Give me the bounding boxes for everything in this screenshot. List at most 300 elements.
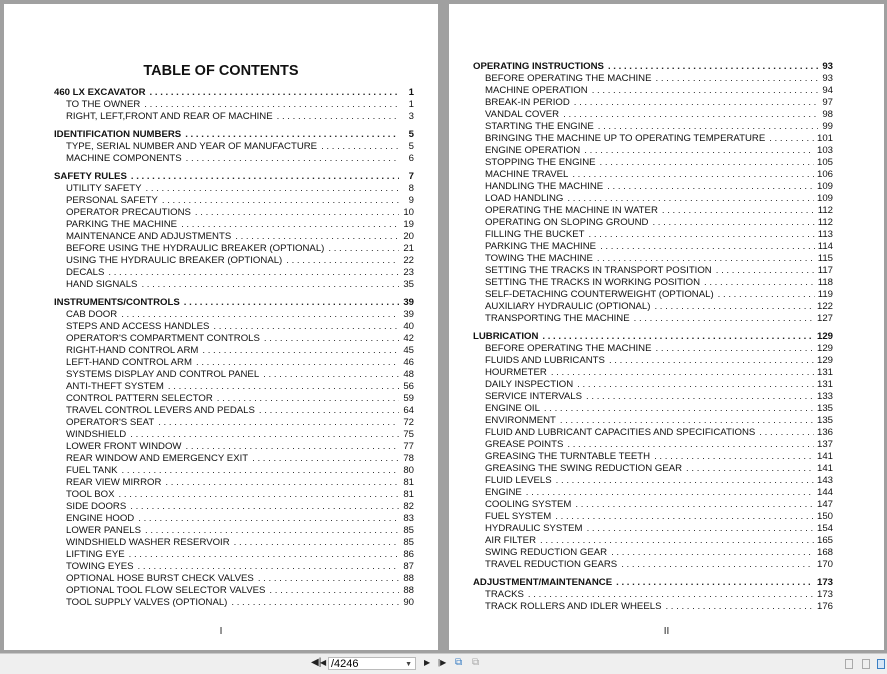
dot-leader bbox=[634, 313, 814, 325]
entry-page-number: 19 bbox=[403, 219, 414, 230]
entry-label: GREASING THE SWING REDUCTION GEAR bbox=[485, 463, 683, 474]
entry-page-number: 88 bbox=[403, 585, 414, 596]
dot-leader bbox=[563, 109, 818, 121]
toc-entry[interactable] bbox=[473, 535, 833, 547]
dot-leader bbox=[769, 133, 814, 145]
toc-entry[interactable] bbox=[473, 205, 833, 217]
dot-leader bbox=[259, 405, 399, 417]
dot-leader bbox=[526, 487, 814, 499]
entry-page-number: 131 bbox=[816, 367, 833, 378]
toc-entry[interactable] bbox=[473, 427, 833, 439]
toc-entry[interactable] bbox=[54, 141, 414, 153]
toc-section-heading[interactable] bbox=[473, 61, 833, 73]
entry-label: OPTIONAL HOSE BURST CHECK VALVES bbox=[66, 573, 254, 584]
toc-entry[interactable] bbox=[54, 393, 414, 405]
entry-label: USING THE HYDRAULIC BREAKER (OPTIONAL) bbox=[66, 255, 283, 266]
dot-leader bbox=[704, 277, 815, 289]
entry-label: TOOL SUPPLY VALVES (OPTIONAL) bbox=[66, 597, 228, 608]
entry-label: AUXILIARY HYDRAULIC (OPTIONAL) bbox=[485, 301, 651, 312]
entry-label: MACHINE COMPONENTS bbox=[66, 153, 182, 164]
toc-entry[interactable] bbox=[54, 207, 414, 219]
entry-label: FUEL TANK bbox=[66, 465, 118, 476]
first-page-icon[interactable]: ◀| bbox=[311, 657, 322, 668]
pdf-navigation-toolbar bbox=[0, 653, 887, 674]
dot-leader bbox=[654, 451, 814, 463]
entry-page-number: 35 bbox=[403, 279, 414, 290]
toc-entry[interactable] bbox=[54, 477, 414, 489]
entry-label: MAINTENANCE AND ADJUSTMENTS bbox=[66, 231, 232, 242]
toc-entry[interactable] bbox=[473, 475, 833, 487]
toc-entry[interactable] bbox=[473, 463, 833, 475]
toc-entry[interactable] bbox=[54, 537, 414, 549]
dot-leader bbox=[185, 129, 399, 141]
entry-label: SIDE DOORS bbox=[66, 501, 127, 512]
entry-page-number: 82 bbox=[403, 501, 414, 512]
toc-entry[interactable] bbox=[473, 277, 833, 289]
toc-entry[interactable] bbox=[54, 267, 414, 279]
dot-leader bbox=[540, 535, 814, 547]
toc-entry[interactable] bbox=[473, 121, 833, 133]
dot-leader bbox=[138, 513, 399, 525]
dot-leader bbox=[551, 367, 814, 379]
entry-page-number: 112 bbox=[817, 205, 833, 216]
entry-label: LUBRICATION bbox=[473, 331, 539, 342]
entry-label: OPERATOR PRECAUTIONS bbox=[66, 207, 191, 218]
toc-section bbox=[473, 61, 833, 325]
entry-label: SWING REDUCTION GEAR bbox=[485, 547, 608, 558]
entry-label: PERSONAL SAFETY bbox=[66, 195, 158, 206]
dot-leader bbox=[556, 475, 814, 487]
entry-page-number: 1 bbox=[408, 99, 414, 110]
toc-entry[interactable] bbox=[54, 489, 414, 501]
toc-entry[interactable] bbox=[473, 265, 833, 277]
toc-entry[interactable] bbox=[54, 333, 414, 345]
entry-label: ENGINE bbox=[485, 487, 522, 498]
toc-entry[interactable] bbox=[473, 145, 833, 157]
entry-page-number: 42 bbox=[403, 333, 414, 344]
dot-leader bbox=[130, 429, 399, 441]
toc-entry[interactable] bbox=[473, 73, 833, 85]
toc-entry[interactable] bbox=[473, 85, 833, 97]
dot-leader bbox=[213, 321, 399, 333]
entry-label: OPERATOR'S SEAT bbox=[66, 417, 155, 428]
dot-leader bbox=[121, 309, 399, 321]
entry-page-number: 20 bbox=[403, 231, 414, 242]
toc-entry[interactable] bbox=[54, 255, 414, 267]
entry-page-number: 90 bbox=[403, 597, 414, 608]
toc-entry[interactable] bbox=[54, 501, 414, 513]
entry-label: TRAVEL CONTROL LEVERS AND PEDALS bbox=[66, 405, 255, 416]
toc-entry[interactable] bbox=[473, 511, 833, 523]
dot-leader bbox=[608, 61, 818, 73]
continuous-view-icon[interactable] bbox=[862, 659, 870, 669]
pdf-page-right bbox=[449, 4, 884, 650]
toc-entry[interactable] bbox=[473, 313, 833, 325]
toc-entry[interactable] bbox=[473, 301, 833, 313]
entry-page-number: 129 bbox=[816, 355, 833, 366]
toc-list bbox=[473, 61, 833, 619]
dot-leader bbox=[108, 267, 399, 279]
entry-label: IDENTIFICATION NUMBERS bbox=[54, 129, 182, 140]
entry-page-number: 39 bbox=[403, 309, 414, 320]
entry-label: COOLING SYSTEM bbox=[485, 499, 572, 510]
dot-leader bbox=[586, 391, 814, 403]
dot-leader bbox=[185, 441, 399, 453]
entry-page-number: 5 bbox=[408, 141, 414, 152]
toc-entry[interactable] bbox=[473, 253, 833, 265]
toc-entry[interactable] bbox=[473, 403, 833, 415]
dot-leader bbox=[542, 331, 814, 343]
entry-label: MACHINE OPERATION bbox=[485, 85, 588, 96]
entry-page-number: 99 bbox=[822, 121, 833, 132]
entry-label: DECALS bbox=[66, 267, 105, 278]
dot-leader bbox=[186, 153, 399, 165]
entry-label: BRINGING THE MACHINE UP TO OPERATING TEMPERATURE bbox=[485, 133, 766, 144]
dot-leader bbox=[654, 301, 814, 313]
toc-entry[interactable] bbox=[54, 417, 414, 429]
toc-entry[interactable] bbox=[54, 525, 414, 537]
toc-entry[interactable] bbox=[473, 343, 833, 355]
toc-entry[interactable] bbox=[473, 487, 833, 499]
entry-page-number: 122 bbox=[816, 301, 833, 312]
toc-entry[interactable] bbox=[473, 523, 833, 535]
toc-entry[interactable] bbox=[54, 195, 414, 207]
toc-entry[interactable] bbox=[473, 355, 833, 367]
entry-label: LEFT-HAND CONTROL ARM bbox=[66, 357, 192, 368]
dot-leader bbox=[141, 279, 399, 291]
toc-entry[interactable] bbox=[473, 547, 833, 559]
dot-leader bbox=[184, 297, 399, 309]
toc-entry[interactable] bbox=[54, 357, 414, 369]
entry-label: RIGHT-HAND CONTROL ARM bbox=[66, 345, 199, 356]
dot-leader bbox=[165, 477, 399, 489]
dot-leader bbox=[181, 219, 399, 231]
entry-page-number: 22 bbox=[403, 255, 414, 266]
dot-leader bbox=[686, 463, 814, 475]
entry-label: TOWING THE MACHINE bbox=[485, 253, 593, 264]
entry-label: GREASING THE TURNTABLE TEETH bbox=[485, 451, 651, 462]
entry-label: BEFORE OPERATING THE MACHINE bbox=[485, 73, 652, 84]
toc-entry[interactable] bbox=[473, 499, 833, 511]
page-input-value: /4246 bbox=[331, 658, 359, 670]
entry-page-number: 7 bbox=[408, 171, 414, 182]
entry-label: HAND SIGNALS bbox=[66, 279, 138, 290]
entry-page-number: 6 bbox=[408, 153, 414, 164]
entry-label: TRACKS bbox=[485, 589, 524, 600]
entry-page-number: 135 bbox=[816, 403, 833, 414]
entry-label: CONTROL PATTERN SELECTOR bbox=[66, 393, 213, 404]
entry-label: OPERATING ON SLOPING GROUND bbox=[485, 217, 649, 228]
entry-page-number: 1 bbox=[408, 87, 414, 98]
entry-page-number: 118 bbox=[817, 277, 833, 288]
entry-label: 460 LX EXCAVATOR bbox=[54, 87, 146, 98]
entry-label: ENGINE OPERATION bbox=[485, 145, 581, 156]
entry-page-number: 93 bbox=[822, 73, 833, 84]
entry-page-number: 143 bbox=[816, 475, 833, 486]
entry-page-number: 98 bbox=[822, 109, 833, 120]
entry-page-number: 77 bbox=[403, 441, 414, 452]
entry-label: MACHINE TRAVEL bbox=[485, 169, 569, 180]
toc-entry[interactable] bbox=[473, 97, 833, 109]
dot-leader bbox=[567, 439, 814, 451]
toc-entry[interactable] bbox=[473, 181, 833, 193]
toc-entry[interactable] bbox=[54, 369, 414, 381]
dot-leader bbox=[662, 205, 815, 217]
dot-leader bbox=[611, 547, 814, 559]
toc-entry[interactable] bbox=[54, 231, 414, 243]
dot-leader bbox=[609, 355, 814, 367]
next-page-icon[interactable]: ▶ bbox=[424, 658, 431, 667]
entry-label: HANDLING THE MACHINE bbox=[485, 181, 604, 192]
toc-entry[interactable] bbox=[54, 153, 414, 165]
toc-entry[interactable] bbox=[54, 585, 414, 597]
entry-label: STOPPING THE ENGINE bbox=[485, 157, 596, 168]
entry-page-number: 9 bbox=[408, 195, 414, 206]
dot-leader bbox=[652, 217, 814, 229]
toc-entry[interactable] bbox=[54, 111, 414, 123]
dot-leader bbox=[131, 171, 399, 183]
toc-entry[interactable] bbox=[473, 367, 833, 379]
toc-section-heading[interactable] bbox=[54, 171, 414, 183]
toc-entry[interactable] bbox=[54, 405, 414, 417]
entry-page-number: 45 bbox=[403, 345, 414, 356]
toc-entry[interactable] bbox=[54, 99, 414, 111]
dot-leader bbox=[196, 357, 399, 369]
entry-page-number: 3 bbox=[408, 111, 414, 122]
toc-entry[interactable] bbox=[473, 391, 833, 403]
toc-entry[interactable] bbox=[473, 379, 833, 391]
page-number: II bbox=[663, 626, 670, 637]
entry-label: RIGHT, LEFT,FRONT AND REAR OF MACHINE bbox=[66, 111, 273, 122]
entry-page-number: 103 bbox=[816, 145, 833, 156]
toc-entry[interactable] bbox=[473, 439, 833, 451]
dot-leader bbox=[119, 489, 399, 501]
entry-page-number: 85 bbox=[403, 525, 414, 536]
entry-label: GREASE POINTS bbox=[485, 439, 564, 450]
prev-page-icon[interactable]: ◀ bbox=[320, 658, 327, 667]
last-page-icon[interactable]: |▶ bbox=[438, 658, 447, 667]
dot-leader bbox=[567, 193, 814, 205]
toc-list bbox=[54, 87, 414, 615]
toc-entry[interactable] bbox=[54, 441, 414, 453]
toc-section bbox=[54, 87, 414, 123]
dot-leader bbox=[130, 501, 399, 513]
entry-label: ENGINE OIL bbox=[485, 403, 540, 414]
entry-label: INSTRUMENTS/CONTROLS bbox=[54, 297, 180, 308]
dot-leader bbox=[258, 573, 399, 585]
chevron-down-icon[interactable]: ▼ bbox=[405, 661, 412, 668]
entry-label: WINDSHIELD WASHER RESERVOIR bbox=[66, 537, 230, 548]
entry-page-number: 117 bbox=[817, 265, 833, 276]
toc-entry[interactable] bbox=[54, 309, 414, 321]
dot-leader bbox=[277, 111, 399, 123]
entry-page-number: 176 bbox=[816, 601, 833, 612]
entry-label: LIFTING EYE bbox=[66, 549, 125, 560]
entry-label: BEFORE OPERATING THE MACHINE bbox=[485, 343, 652, 354]
entry-page-number: 109 bbox=[816, 181, 833, 192]
entry-label: TOOL BOX bbox=[66, 489, 115, 500]
entry-page-number: 133 bbox=[816, 391, 833, 402]
toc-entry[interactable] bbox=[473, 157, 833, 169]
entry-label: TYPE, SERIAL NUMBER AND YEAR OF MANUFACTURE bbox=[66, 141, 318, 152]
entry-page-number: 5 bbox=[408, 129, 414, 140]
entry-page-number: 101 bbox=[816, 133, 833, 144]
entry-page-number: 135 bbox=[816, 415, 833, 426]
toc-section-heading[interactable] bbox=[54, 87, 414, 99]
toc-entry[interactable] bbox=[54, 279, 414, 291]
entry-label: LOAD HANDLING bbox=[485, 193, 564, 204]
toc-entry[interactable] bbox=[473, 451, 833, 463]
entry-label: OPERATING THE MACHINE IN WATER bbox=[485, 205, 658, 216]
entry-page-number: 173 bbox=[816, 577, 833, 588]
entry-page-number: 129 bbox=[816, 331, 833, 342]
entry-page-number: 114 bbox=[817, 241, 833, 252]
toc-entry[interactable] bbox=[54, 453, 414, 465]
entry-page-number: 136 bbox=[816, 427, 833, 438]
page-number-input[interactable] bbox=[328, 657, 416, 670]
entry-label: PARKING THE MACHINE bbox=[485, 241, 597, 252]
dot-leader bbox=[665, 601, 814, 613]
dot-leader bbox=[162, 195, 399, 207]
entry-page-number: 75 bbox=[403, 429, 414, 440]
toc-entry[interactable] bbox=[54, 381, 414, 393]
entry-page-number: 39 bbox=[403, 297, 414, 308]
entry-label: WINDSHIELD bbox=[66, 429, 127, 440]
toc-entry[interactable] bbox=[473, 193, 833, 205]
dot-leader bbox=[150, 87, 399, 99]
dot-leader bbox=[597, 253, 815, 265]
entry-label: HYDRAULIC SYSTEM bbox=[485, 523, 583, 534]
entry-label: SELF-DETACHING COUNTERWEIGHT (OPTIONAL) bbox=[485, 289, 714, 300]
toc-entry[interactable] bbox=[54, 321, 414, 333]
dot-leader bbox=[616, 577, 814, 589]
dot-leader bbox=[264, 333, 399, 345]
toc-section bbox=[54, 171, 414, 291]
pdf-page-left bbox=[4, 4, 438, 650]
dot-leader bbox=[252, 453, 399, 465]
entry-page-number: 112 bbox=[817, 217, 833, 228]
toc-entry[interactable] bbox=[473, 169, 833, 181]
entry-label: TRANSPORTING THE MACHINE bbox=[485, 313, 630, 324]
toc-entry[interactable] bbox=[473, 229, 833, 241]
dot-leader bbox=[592, 85, 818, 97]
entry-label: ENGINE HOOD bbox=[66, 513, 135, 524]
entry-label: ENVIRONMENT bbox=[485, 415, 556, 426]
entry-page-number: 21 bbox=[403, 243, 414, 254]
entry-label: REAR VIEW MIRROR bbox=[66, 477, 162, 488]
toc-entry[interactable] bbox=[473, 559, 833, 571]
dot-leader bbox=[587, 523, 814, 535]
dot-leader bbox=[555, 511, 814, 523]
toc-entry[interactable] bbox=[54, 219, 414, 231]
entry-label: ADJUSTMENT/MAINTENANCE bbox=[473, 577, 613, 588]
entry-page-number: 97 bbox=[822, 97, 833, 108]
entry-page-number: 165 bbox=[816, 535, 833, 546]
dot-leader bbox=[575, 499, 814, 511]
entry-label: SERVICE INTERVALS bbox=[485, 391, 583, 402]
toc-entry[interactable] bbox=[54, 243, 414, 255]
toc-section-heading[interactable] bbox=[54, 297, 414, 309]
entry-page-number: 170 bbox=[816, 559, 833, 570]
toc-entry[interactable] bbox=[54, 549, 414, 561]
dot-leader bbox=[621, 559, 814, 571]
copy-icon[interactable]: ⧉ bbox=[455, 657, 463, 668]
toc-section bbox=[54, 129, 414, 165]
entry-page-number: 8 bbox=[408, 183, 414, 194]
toc-entry[interactable] bbox=[473, 217, 833, 229]
single-page-view-icon[interactable] bbox=[845, 659, 853, 669]
toc-entry[interactable] bbox=[473, 289, 833, 301]
toc-entry[interactable] bbox=[54, 561, 414, 573]
dot-leader bbox=[577, 379, 814, 391]
dot-leader bbox=[328, 243, 399, 255]
entry-page-number: 131 bbox=[816, 379, 833, 390]
toc-entry[interactable] bbox=[473, 241, 833, 253]
entry-page-number: 115 bbox=[817, 253, 833, 264]
dot-leader bbox=[584, 145, 814, 157]
dot-leader bbox=[146, 183, 399, 195]
toc-entry[interactable] bbox=[54, 429, 414, 441]
toc-section bbox=[473, 577, 833, 613]
toc-entry[interactable] bbox=[54, 597, 414, 609]
toc-entry[interactable] bbox=[54, 573, 414, 585]
dot-leader bbox=[759, 427, 814, 439]
toc-entry[interactable] bbox=[54, 345, 414, 357]
toc-entry[interactable] bbox=[473, 415, 833, 427]
entry-label: LOWER FRONT WINDOW bbox=[66, 441, 182, 452]
entry-page-number: 56 bbox=[403, 381, 414, 392]
dot-leader bbox=[217, 393, 399, 405]
dot-leader bbox=[138, 561, 399, 573]
toc-entry[interactable] bbox=[54, 513, 414, 525]
paste-icon[interactable]: ⧉ bbox=[472, 657, 480, 668]
entry-page-number: 85 bbox=[403, 537, 414, 548]
dot-leader bbox=[321, 141, 399, 153]
toc-section bbox=[54, 297, 414, 609]
dot-leader bbox=[560, 415, 814, 427]
toc-entry[interactable] bbox=[473, 589, 833, 601]
toc-section-heading[interactable] bbox=[473, 577, 833, 589]
dot-leader bbox=[234, 537, 399, 549]
entry-label: FLUID AND LUBRICANT CAPACITIES AND SPECIFICATIONS bbox=[485, 427, 756, 438]
toc-entry[interactable] bbox=[54, 465, 414, 477]
toc-entry[interactable] bbox=[473, 601, 833, 613]
dot-leader bbox=[269, 585, 399, 597]
dot-leader bbox=[158, 417, 399, 429]
entry-label: HOURMETER bbox=[485, 367, 547, 378]
entry-page-number: 72 bbox=[403, 417, 414, 428]
dot-leader bbox=[129, 549, 399, 561]
entry-page-number: 93 bbox=[822, 61, 833, 72]
dot-leader bbox=[235, 231, 399, 243]
entry-page-number: 59 bbox=[403, 393, 414, 404]
dot-leader bbox=[716, 265, 815, 277]
entry-label: CAB DOOR bbox=[66, 309, 118, 320]
toc-entry[interactable] bbox=[54, 183, 414, 195]
entry-label: FLUID LEVELS bbox=[485, 475, 552, 486]
two-page-view-icon[interactable] bbox=[877, 659, 885, 669]
dot-leader bbox=[574, 97, 818, 109]
toc-entry[interactable] bbox=[473, 133, 833, 145]
dot-leader bbox=[286, 255, 399, 267]
page-number: I bbox=[219, 626, 223, 637]
toc-title: TABLE OF CONTENTS bbox=[143, 63, 299, 79]
toc-section-heading[interactable] bbox=[473, 331, 833, 343]
dot-leader bbox=[572, 169, 814, 181]
toc-entry[interactable] bbox=[473, 109, 833, 121]
entry-page-number: 64 bbox=[403, 405, 414, 416]
toc-section-heading[interactable] bbox=[54, 129, 414, 141]
